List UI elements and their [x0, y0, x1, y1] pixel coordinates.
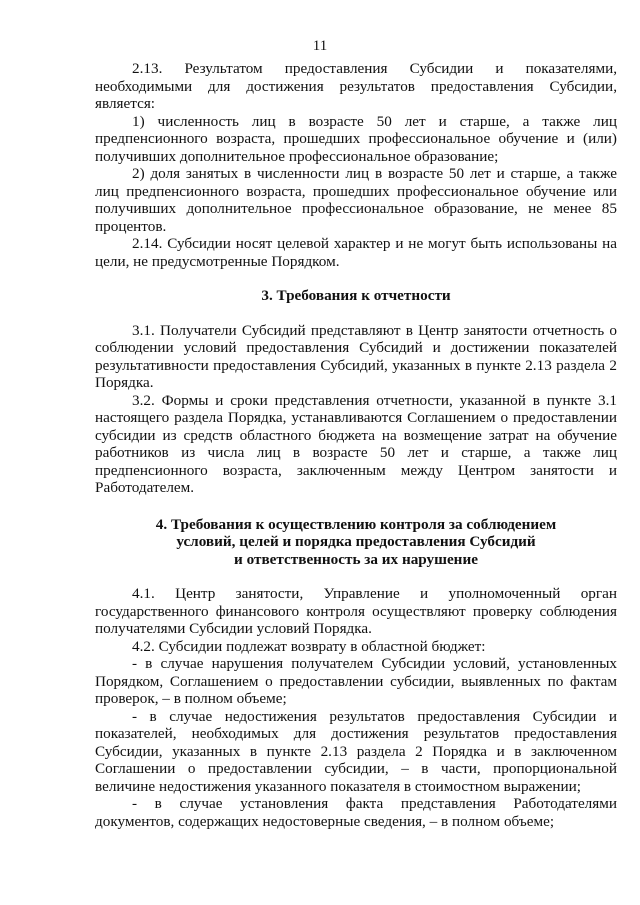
paragraph-2-14: 2.14. Субсидии носят целевой характер и не могут быть использованы на цели, не предусмотренные Порядком.: [95, 235, 617, 270]
section-4-heading-line-3: и ответственность за их нарушение: [234, 550, 478, 568]
section-4-heading-line-1: 4. Требования к осуществлению контроля за соблюдением: [155, 515, 557, 533]
paragraph-2-13: 2.13. Результатом предоставления Субсидии и показателями, необходимыми для достижения результатов предоставления Субсидии, является:: [95, 60, 617, 112]
paragraph-4-1: 4.1. Центр занятости, Управление и уполномоченный орган государственного финансового контроля осуществляют проверку соблюдения получателями Субсидии условий Порядка.: [95, 585, 617, 637]
paragraph-item-1: 1) численность лиц в возрасте 50 лет и старше, а также лиц предпенсионного возраста, прошедших профессиональное обучение и (или) получивших дополнительное профессиональное образование;: [95, 112, 617, 165]
paragraph-3-2: 3.2. Формы и сроки представления отчетности, указанной в пункте 3.1 настоящего раздела Порядка, устанавливаются Соглашением о предоставлении субсидии из средств областного бюджета на возмещение затрат на обучение работников из числа лиц в возрасте 50 лет и старше, а также лиц предпенсионного возраста, заключенным между Центром занятости и Работодателем.: [95, 391, 617, 496]
spacer: [95, 497, 617, 516]
paragraph-4-2-item-3: - в случае установления факта представления Работодателями документов, содержащих недостоверные сведения, – в полном объеме;: [95, 795, 617, 830]
section-4-heading-line-2: условий, целей и порядка предоставления Субсидий: [176, 533, 536, 550]
spacer: [95, 270, 617, 287]
paragraph-item-2: 2) доля занятых в численности лиц в возрасте 50 лет и старше, а также лиц предпенсионного возраста, прошедших профессиональное обучение или получивших дополнительное профессиональное образование, не менее 85 процентов.: [95, 165, 617, 235]
paragraph-4-2-item-2: - в случае недостижения результатов предоставления Субсидии и показателей, необходимых для достижения результатов предоставления Субсидии, указанных в пункте 2.13 раздела 2 Порядка и в заключенном Соглашении о предоставлении субсидии, – в части, пропорциональной величине недостижения указанного показателя в стоимостном выражении;: [95, 707, 617, 795]
spacer: [95, 305, 617, 322]
page-number: 11: [312, 38, 328, 54]
paragraph-4-2-item-1: - в случае нарушения получателем Субсидии условий, установленных Порядком, Соглашением о предоставлении субсидии, выявленных по фактам проверок, – в полном объеме;: [95, 655, 617, 707]
paragraph-3-1: 3.1. Получатели Субсидий представляют в Центр занятости отчетность о соблюдении условий предоставления Субсидий и достижении показателей результативности предоставления Субсидий, указанных в пункте 2.13 раздела 2 Порядка.: [95, 321, 617, 391]
section-3-heading: 3. Требования к отчетности: [261, 287, 451, 304]
document-body: [95, 60, 617, 830]
paragraph-4-2: 4.2. Субсидии подлежат возврату в областной бюджет:: [132, 637, 486, 655]
spacer: [95, 568, 617, 585]
